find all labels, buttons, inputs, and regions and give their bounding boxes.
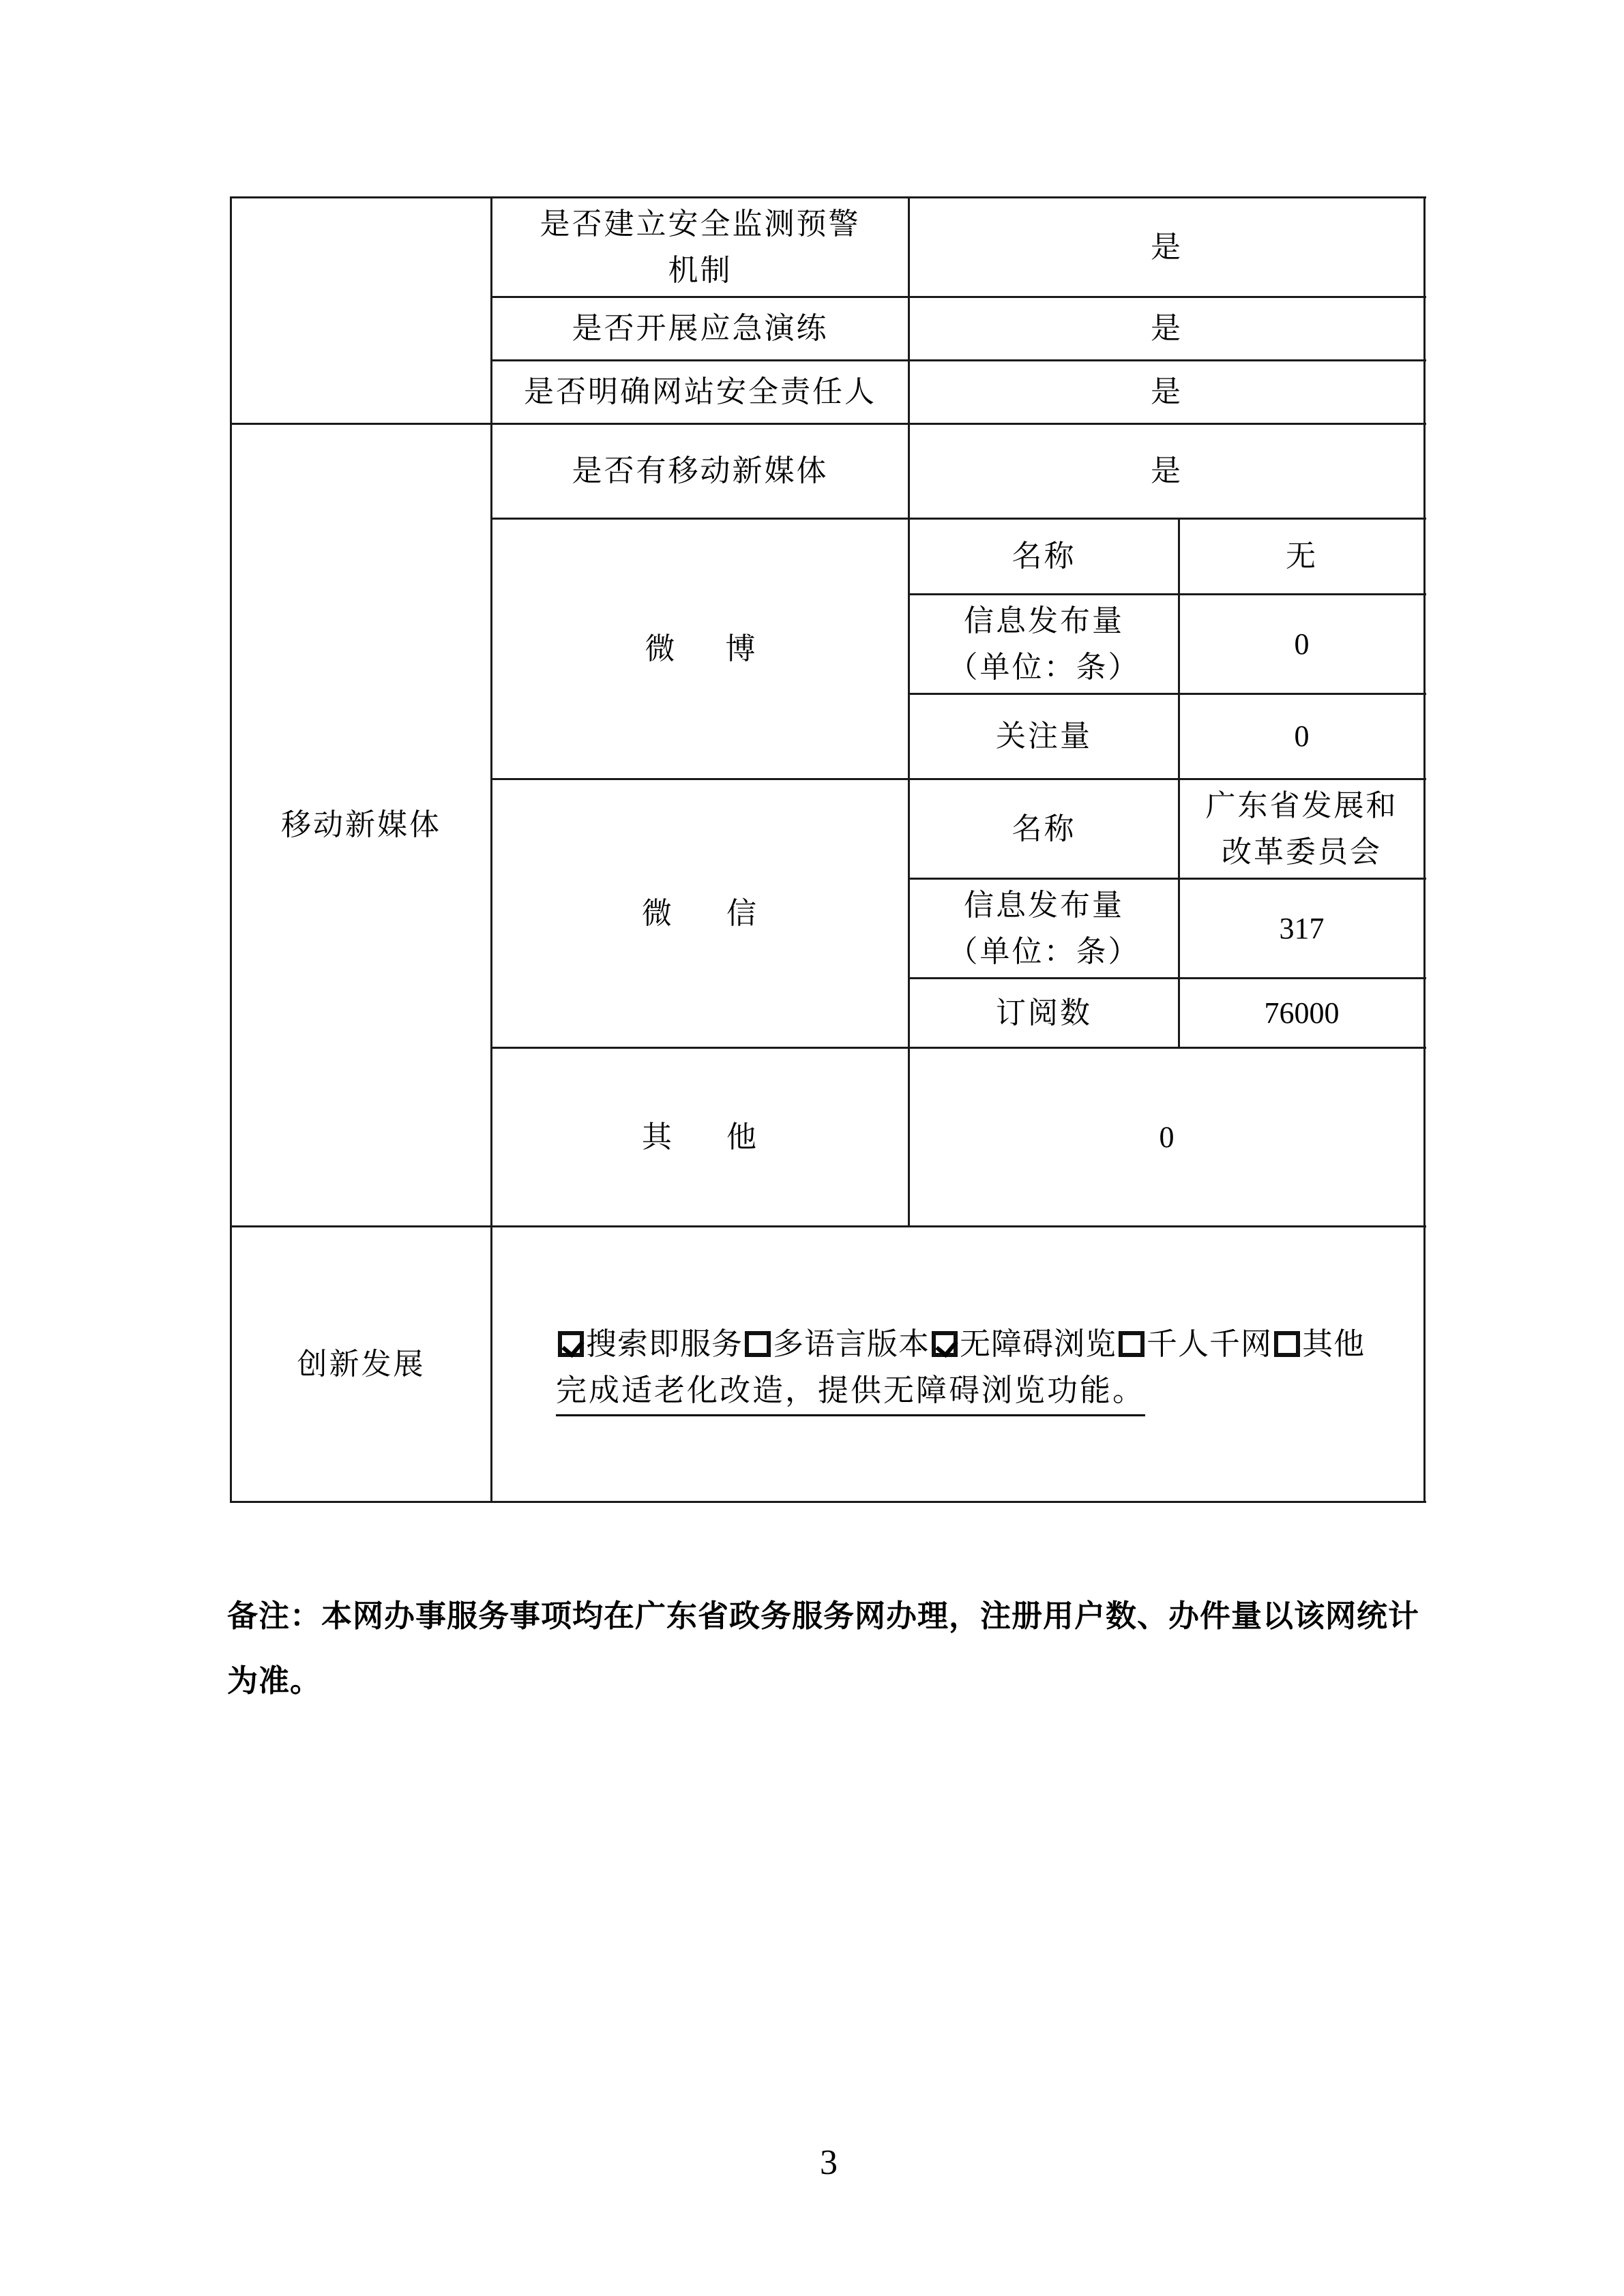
label: 是否有移动新媒体 [572, 453, 829, 488]
cell-weibo-posts-value [1180, 595, 1423, 693]
label: 其 他 [642, 1119, 758, 1154]
label-line: 信息发布量 [964, 603, 1124, 638]
cell-has-mobile-media-value [910, 425, 1423, 518]
checkbox-personalized[interactable] [1119, 1331, 1145, 1357]
value: 0 [1294, 719, 1310, 753]
value: 是 [1151, 311, 1183, 346]
cell-wechat-label [492, 780, 908, 1047]
innovation-options [556, 1320, 1424, 1368]
cell-weibo-name-label [910, 520, 1178, 593]
footnote: 备注：本网办事服务事项均在广东省政务服务网办理，注册用户数、办件量以该网统计为准。 [227, 1598, 1420, 1699]
label-line: 机制 [668, 252, 733, 288]
value: 0 [1294, 627, 1310, 661]
cell-responsible-person-value [910, 361, 1423, 423]
label: 创新发展 [297, 1346, 426, 1382]
cell-weibo-label [492, 520, 908, 778]
innovation-content [492, 1227, 1424, 1502]
label: 移动新媒体 [281, 807, 441, 842]
value: 是 [1151, 453, 1183, 488]
value-line: 改革委员会 [1222, 834, 1382, 869]
label: 订阅数 [996, 995, 1092, 1030]
cell-weibo-followers-value [1180, 695, 1423, 778]
cell-wechat-name-label [910, 780, 1178, 878]
label-line: 信息发布量 [964, 887, 1124, 923]
value: 是 [1151, 229, 1183, 265]
cell-security-monitoring-label [492, 198, 908, 296]
cell-other-label [492, 1049, 908, 1225]
label: 名称 [1012, 539, 1076, 573]
value: 是 [1151, 374, 1183, 409]
cell-responsible-person-label [492, 361, 908, 423]
section-label-innovation [232, 1227, 490, 1501]
label: 微 博 [645, 631, 756, 666]
label-line: 是否建立安全监测预警 [540, 206, 861, 241]
cell-wechat-posts-value [1180, 880, 1423, 977]
label: 微 信 [642, 895, 758, 931]
value-line: 广东省发展和 [1205, 788, 1398, 823]
cell-weibo-name-value [1180, 520, 1423, 593]
checkbox-search-as-service[interactable] [558, 1331, 584, 1357]
cell-emergency-drill-value [910, 298, 1423, 359]
cell-wechat-name-value [1180, 780, 1423, 878]
label-line: （单位：条） [947, 649, 1140, 685]
innovation-description: 完成适老化改造，提供无障碍浏览功能。 [556, 1367, 1145, 1416]
label: 名称 [1012, 811, 1076, 846]
value: 317 [1279, 911, 1325, 945]
value: 0 [1159, 1120, 1175, 1154]
checkbox-multilingual[interactable] [745, 1331, 771, 1357]
value: 无 [1286, 539, 1318, 573]
cell-weibo-followers-label [910, 695, 1178, 778]
label: 是否明确网站安全责任人 [524, 374, 876, 409]
option-label: 其他 [1302, 1326, 1365, 1362]
cell-wechat-posts-label [910, 880, 1178, 977]
cell-wechat-subscribers-label [910, 979, 1178, 1047]
cell-wechat-subscribers-value [1180, 979, 1423, 1047]
page-number: 3 [820, 2143, 838, 2182]
cell-emergency-drill-label [492, 298, 908, 359]
option-label: 多语言版本 [773, 1326, 930, 1362]
cell-other-value [910, 1049, 1423, 1225]
cell-security-monitoring-value [910, 198, 1423, 296]
option-label: 无障碍浏览 [960, 1326, 1117, 1362]
section-label-mobile-media [232, 425, 490, 1225]
checkbox-accessible-browsing[interactable] [932, 1331, 958, 1357]
label-line: （单位：条） [947, 934, 1140, 969]
option-label: 搜索即服务 [586, 1326, 743, 1362]
value: 76000 [1264, 996, 1340, 1030]
checkbox-other[interactable] [1274, 1331, 1300, 1357]
label: 关注量 [996, 719, 1092, 754]
label: 是否开展应急演练 [572, 311, 829, 346]
option-label: 千人千网 [1147, 1326, 1273, 1362]
cell-has-mobile-media-label [492, 425, 908, 518]
cell-weibo-posts-label [910, 595, 1178, 693]
